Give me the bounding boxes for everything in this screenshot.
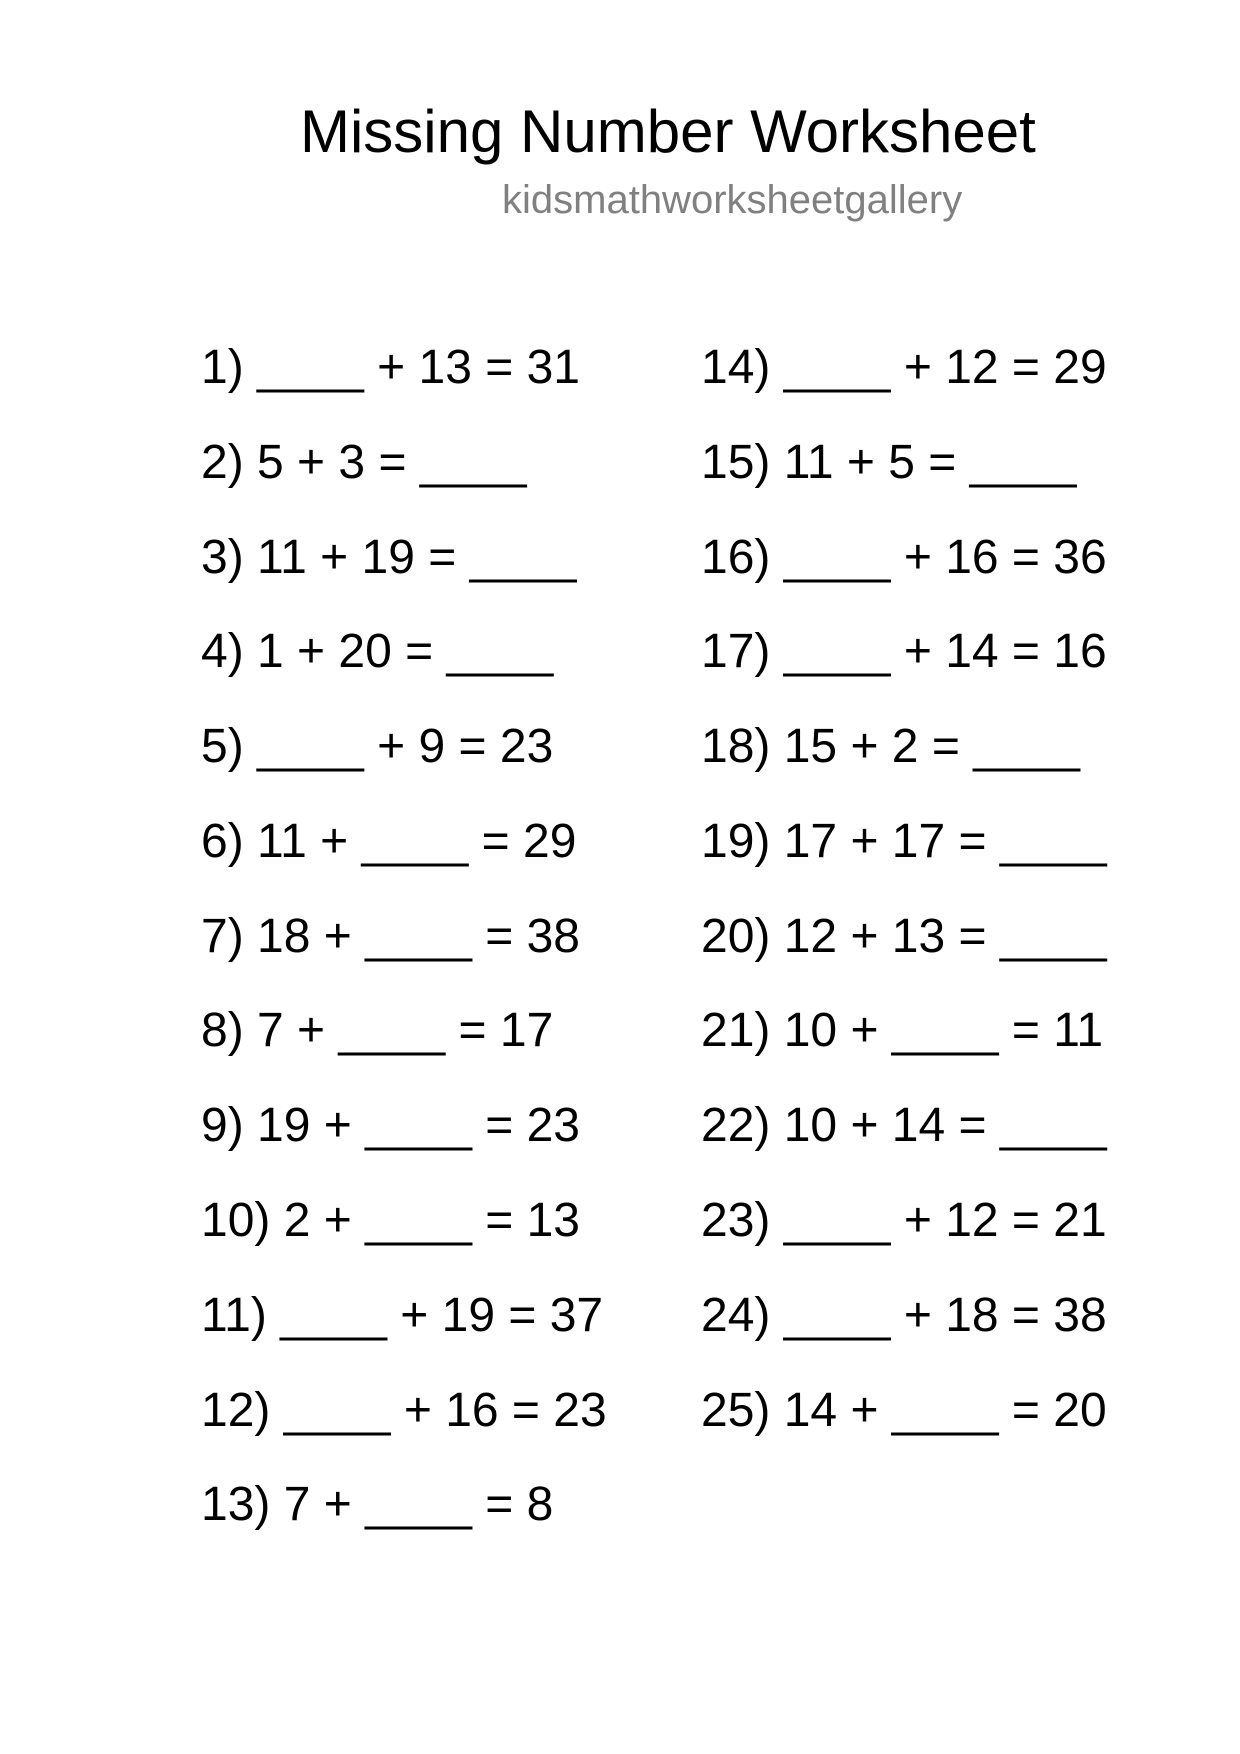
problem-9: 9) 19 + ____ = 23 <box>201 1099 580 1152</box>
problem-5: 5) ____ + 9 = 23 <box>201 720 554 773</box>
problem-2: 2) 5 + 3 = ____ <box>201 436 527 489</box>
problem-15: 15) 11 + 5 = ____ <box>701 436 1077 489</box>
problem-14: 14) ____ + 12 = 29 <box>701 341 1107 394</box>
problem-6: 6) 11 + ____ = 29 <box>201 815 577 868</box>
problem-8: 8) 7 + ____ = 17 <box>201 1004 554 1057</box>
problem-7: 7) 18 + ____ = 38 <box>201 910 580 963</box>
problem-13: 13) 7 + ____ = 8 <box>201 1478 554 1531</box>
problem-18: 18) 15 + 2 = ____ <box>701 720 1080 773</box>
problem-10: 10) 2 + ____ = 13 <box>201 1194 580 1247</box>
problem-24: 24) ____ + 18 = 38 <box>701 1289 1107 1342</box>
problem-22: 22) 10 + 14 = ____ <box>701 1099 1107 1152</box>
problem-17: 17) ____ + 14 = 16 <box>701 625 1107 678</box>
problem-11: 11) ____ + 19 = 37 <box>201 1289 604 1342</box>
problem-12: 12) ____ + 16 = 23 <box>201 1384 607 1437</box>
problem-3: 3) 11 + 19 = ____ <box>201 531 577 584</box>
problem-23: 23) ____ + 12 = 21 <box>701 1194 1107 1247</box>
problem-20: 20) 12 + 13 = ____ <box>701 910 1107 963</box>
problem-1: 1) ____ + 13 = 31 <box>201 341 580 394</box>
problem-25: 25) 14 + ____ = 20 <box>701 1384 1107 1437</box>
problem-21: 21) 10 + ____ = 11 <box>701 1004 1104 1057</box>
worksheet-title: Missing Number Worksheet <box>300 98 1036 165</box>
problem-19: 19) 17 + 17 = ____ <box>701 815 1107 868</box>
problem-16: 16) ____ + 16 = 36 <box>701 531 1107 584</box>
worksheet-source: kidsmathworksheetgallery <box>502 178 963 222</box>
problem-4: 4) 1 + 20 = ____ <box>201 625 554 678</box>
